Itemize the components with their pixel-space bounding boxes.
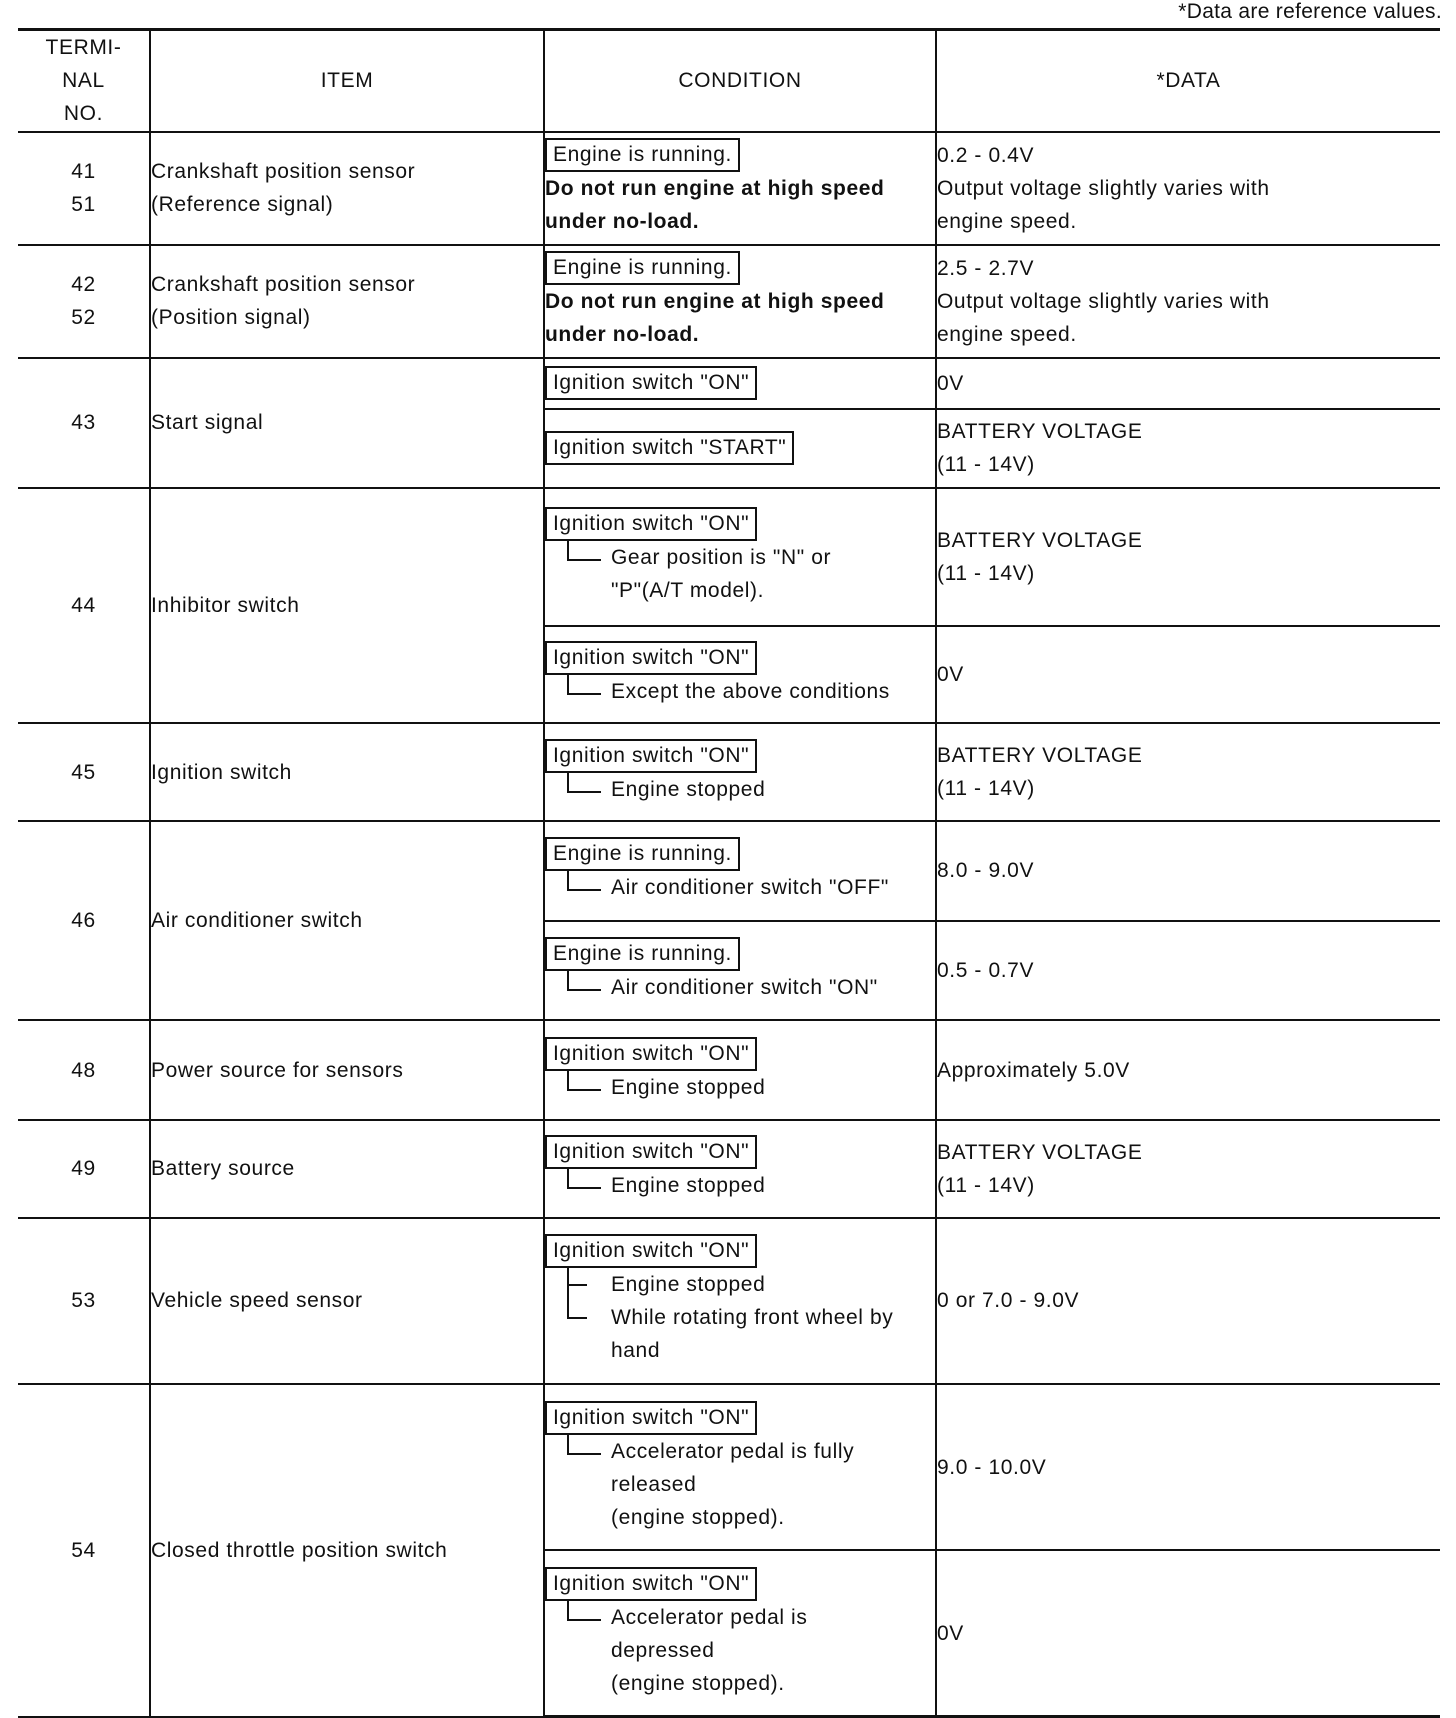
condition-box: Engine is running. <box>545 251 740 285</box>
data-value: 0.5 - 0.7V <box>936 921 1440 1021</box>
sub-condition: Accelerator pedal is fully released (engine stopped). <box>545 1435 935 1534</box>
condition-box: Ignition switch "ON" <box>545 1037 757 1071</box>
item-name: Battery source <box>150 1120 544 1218</box>
caution-text: under no-load. <box>545 210 700 234</box>
item-name: Closed throttle position switch <box>150 1384 544 1717</box>
connector-line <box>567 1167 601 1189</box>
data-value: BATTERY VOLTAGE (11 - 14V) <box>936 1120 1440 1218</box>
terminal-no: 54 <box>18 1384 150 1717</box>
condition <box>544 488 936 625</box>
table-row <box>18 245 1440 358</box>
item-name: Inhibitor switch <box>150 488 544 723</box>
condition-box: Ignition switch "ON" <box>545 1401 757 1435</box>
connector-line <box>567 539 601 561</box>
data-value: 9.0 - 10.0V <box>936 1384 1440 1550</box>
condition <box>544 409 936 489</box>
caution-text: under no-load. <box>545 323 700 347</box>
condition-box: Ignition switch "ON" <box>545 739 757 773</box>
condition <box>544 723 936 821</box>
table-row <box>18 1020 1440 1120</box>
data-value: BATTERY VOLTAGE (11 - 14V) <box>936 409 1440 489</box>
table-row <box>18 723 1440 821</box>
sub-condition: Engine stopped While rotating front wheel by hand <box>545 1268 935 1367</box>
condition <box>544 1120 936 1218</box>
data-value: 0V <box>936 626 1440 724</box>
sub-condition: Engine stopped <box>545 1169 935 1202</box>
condition-box: Ignition switch "ON" <box>545 1234 757 1268</box>
data-value: 0.2 - 0.4V Output voltage slightly varies with engine speed. <box>936 132 1440 245</box>
table-row <box>18 1120 1440 1218</box>
item-name: Vehicle speed sensor <box>150 1218 544 1384</box>
condition <box>544 1218 936 1384</box>
data-value: Approximately 5.0V <box>936 1020 1440 1120</box>
header-condition: CONDITION <box>544 30 936 132</box>
reference-note: *Data are reference values. <box>1178 0 1442 23</box>
table-row <box>18 132 1440 245</box>
condition-box: Ignition switch "ON" <box>545 1567 757 1601</box>
terminal-no: 53 <box>18 1218 150 1384</box>
sub-condition: Engine stopped <box>545 1071 935 1104</box>
sub-condition: Except the above conditions <box>545 675 935 708</box>
connector-line <box>567 1069 601 1091</box>
condition-box: Ignition switch "ON" <box>545 507 757 541</box>
connector-line <box>567 1266 589 1318</box>
connector-line <box>567 771 601 793</box>
sub-condition: Engine stopped <box>545 773 935 806</box>
condition <box>544 1020 936 1120</box>
data-value: BATTERY VOLTAGE (11 - 14V) <box>936 723 1440 821</box>
condition <box>544 626 936 724</box>
caution-text: Do not run engine at high speed <box>545 290 885 314</box>
terminal-no: 48 <box>18 1020 150 1120</box>
terminal-no: 43 <box>18 358 150 489</box>
connector-tick <box>567 1284 587 1286</box>
terminal-no: 42 52 <box>18 245 150 358</box>
connector-line <box>567 673 601 695</box>
item-name: Crankshaft position sensor (Position signal) <box>150 245 544 358</box>
condition-box: Ignition switch "ON" <box>545 641 757 675</box>
terminal-no: 41 51 <box>18 132 150 245</box>
item-name: Air conditioner switch <box>150 821 544 1021</box>
header-terminal: TERMI- NAL NO. <box>18 30 150 132</box>
sub-condition: Air conditioner switch "ON" <box>545 971 935 1004</box>
connector-line <box>567 1599 601 1621</box>
condition-box: Engine is running. <box>545 837 740 871</box>
item-name: Crankshaft position sensor (Reference signal) <box>150 132 544 245</box>
condition <box>544 1384 936 1550</box>
data-value: BATTERY VOLTAGE (11 - 14V) <box>936 488 1440 625</box>
terminal-no: 49 <box>18 1120 150 1218</box>
data-value: 0V <box>936 358 1440 409</box>
item-name: Start signal <box>150 358 544 489</box>
connector-line <box>567 969 601 991</box>
sub-condition: Air conditioner switch "OFF" <box>545 871 935 904</box>
condition-box: Ignition switch "ON" <box>545 366 757 400</box>
data-value: 0 or 7.0 - 9.0V <box>936 1218 1440 1384</box>
connector-line <box>567 869 601 891</box>
header-row <box>18 30 1440 132</box>
condition-box: Engine is running. <box>545 138 740 172</box>
table-row <box>18 358 1440 409</box>
header-item: ITEM <box>150 30 544 132</box>
condition <box>544 132 936 245</box>
header-data: *DATA <box>936 30 1440 132</box>
terminal-table <box>18 28 1440 1718</box>
condition <box>544 358 936 409</box>
sub-condition: Accelerator pedal is depressed (engine stopped). <box>545 1601 935 1700</box>
condition <box>544 821 936 921</box>
connector-tick <box>567 1317 587 1319</box>
data-value: 0V <box>936 1550 1440 1716</box>
table-row <box>18 821 1440 921</box>
condition <box>544 245 936 358</box>
condition <box>544 1550 936 1716</box>
condition-box: Engine is running. <box>545 937 740 971</box>
table-row <box>18 1218 1440 1384</box>
terminal-no: 45 <box>18 723 150 821</box>
connector-line <box>567 1433 601 1455</box>
condition-box: Ignition switch "ON" <box>545 1135 757 1169</box>
item-name: Power source for sensors <box>150 1020 544 1120</box>
item-name: Ignition switch <box>150 723 544 821</box>
terminal-no: 46 <box>18 821 150 1021</box>
table-row <box>18 488 1440 625</box>
data-value: 2.5 - 2.7V Output voltage slightly varies with engine speed. <box>936 245 1440 358</box>
sub-condition: Gear position is "N" or "P"(A/T model). <box>545 541 935 607</box>
table-row <box>18 1384 1440 1550</box>
terminal-no: 44 <box>18 488 150 723</box>
caution-text: Do not run engine at high speed <box>545 177 885 201</box>
condition-box: Ignition switch "START" <box>545 431 794 465</box>
data-value: 8.0 - 9.0V <box>936 821 1440 921</box>
condition <box>544 921 936 1021</box>
